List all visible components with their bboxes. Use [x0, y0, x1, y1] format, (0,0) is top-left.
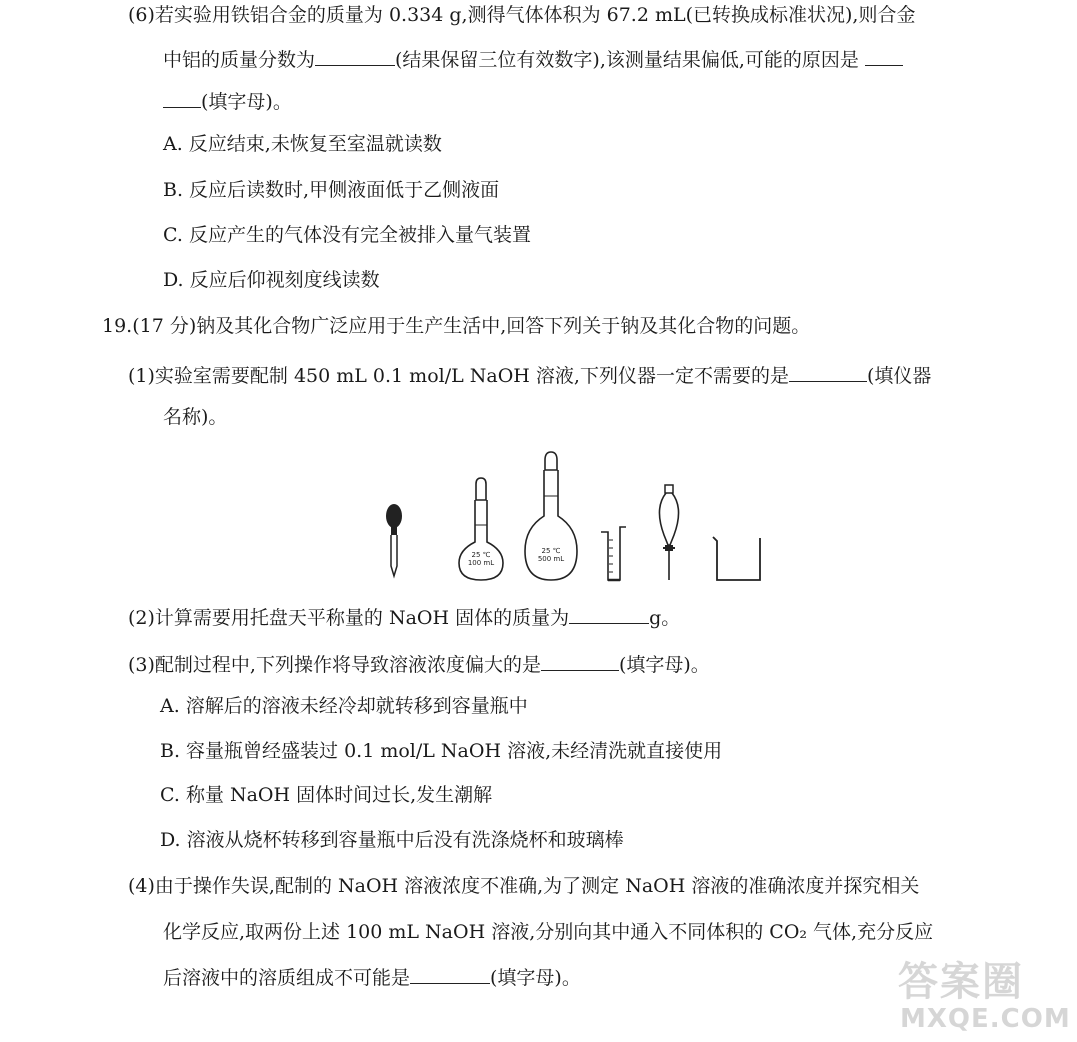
flask-100ml-temp: 25 ℃: [471, 551, 491, 559]
q18-6-line3-text: (填字母)。: [201, 91, 292, 113]
answer-blank[interactable]: [569, 603, 649, 624]
dropper-icon: [386, 504, 402, 576]
graduated-cylinder-icon: [601, 527, 626, 580]
q19-3-text-b: (填字母)。: [618, 654, 710, 676]
q19-4-line2: 化学反应,取两份上述 100 mL NaOH 溶液,分别向其中通入不同体积的 CO₂ 气体,充分反应: [163, 921, 934, 943]
flask-500ml-volume: 500 mL: [537, 555, 565, 563]
q19-3: [128, 650, 710, 678]
q18-6-line1: (6)若实验用铁铝合金的质量为 0.334 g,测得气体体积为 67.2 mL(已转换成标准状况),则合金: [128, 4, 916, 26]
watermark-site: MXQE.COM: [900, 1004, 1071, 1034]
q19-4-text-b: (填字母)。: [490, 967, 581, 989]
watermark-logo: 答案圈: [898, 959, 1024, 1005]
q18-6-line2-text-b: (结果保留三位有效数字),该测量结果偏低,可能的原因是: [395, 49, 859, 71]
q19-3-option-b: B. 容量瓶曾经盛装过 0.1 mol/L NaOH 溶液,未经清洗就直接使用: [160, 740, 723, 762]
q19-4-line3: [163, 963, 581, 991]
option-d: D. 反应后仰视刻度线读数: [163, 269, 380, 291]
answer-blank[interactable]: [410, 963, 490, 984]
separatory-funnel-icon: [659, 485, 678, 580]
q19-3-option-c: C. 称量 NaOH 固体时间过长,发生潮解: [160, 784, 493, 806]
q19-3-option-a: A. 溶解后的溶液未经冷却就转移到容量瓶中: [160, 695, 528, 717]
q19-1-line2: 名称)。: [163, 406, 228, 428]
option-a: A. 反应结束,未恢复至室温就读数: [163, 133, 442, 155]
flask-100ml-label: [463, 551, 499, 567]
q19-4-line1: (4)由于操作失误,配制的 NaOH 溶液浓度不准确,为了测定 NaOH 溶液的准确浓度并探究相关: [128, 875, 920, 897]
q19-1-text-b: (填仪器: [866, 365, 932, 387]
flask-100ml-volume: 100 mL: [467, 559, 495, 567]
flask-500ml-label: [531, 547, 571, 563]
q19-3-text-a: (3)配制过程中,下列操作将导致溶液浓度偏大的是: [128, 654, 541, 676]
beaker-icon: [713, 537, 760, 580]
q19-2-text-b: g。: [649, 607, 681, 629]
option-b: B. 反应后读数时,甲侧液面低于乙侧液面: [163, 179, 500, 201]
q19-3-option-d: D. 溶液从烧杯转移到容量瓶中后没有洗涤烧杯和玻璃棒: [160, 829, 624, 851]
answer-blank[interactable]: [541, 650, 619, 671]
q19-header: 19.(17 分)钠及其化合物广泛应用于生产生活中,回答下列关于钠及其化合物的问题。: [102, 315, 811, 337]
q19-2-text-a: (2)计算需要用托盘天平称量的 NaOH 固体的质量为: [128, 607, 570, 629]
q18-6-line2-text-a: 中铝的质量分数为: [163, 49, 316, 71]
q19-2: [128, 603, 680, 631]
q19-1-text-a: (1)实验室需要配制 450 mL 0.1 mol/L NaOH 溶液,下列仪器一定不需要的是: [128, 365, 789, 387]
option-c: C. 反应产生的气体没有完全被排入量气装置: [163, 224, 531, 246]
flask-500ml-temp: 25 ℃: [541, 547, 561, 555]
q19-4-text-a: 后溶液中的溶质组成不可能是: [163, 967, 411, 989]
